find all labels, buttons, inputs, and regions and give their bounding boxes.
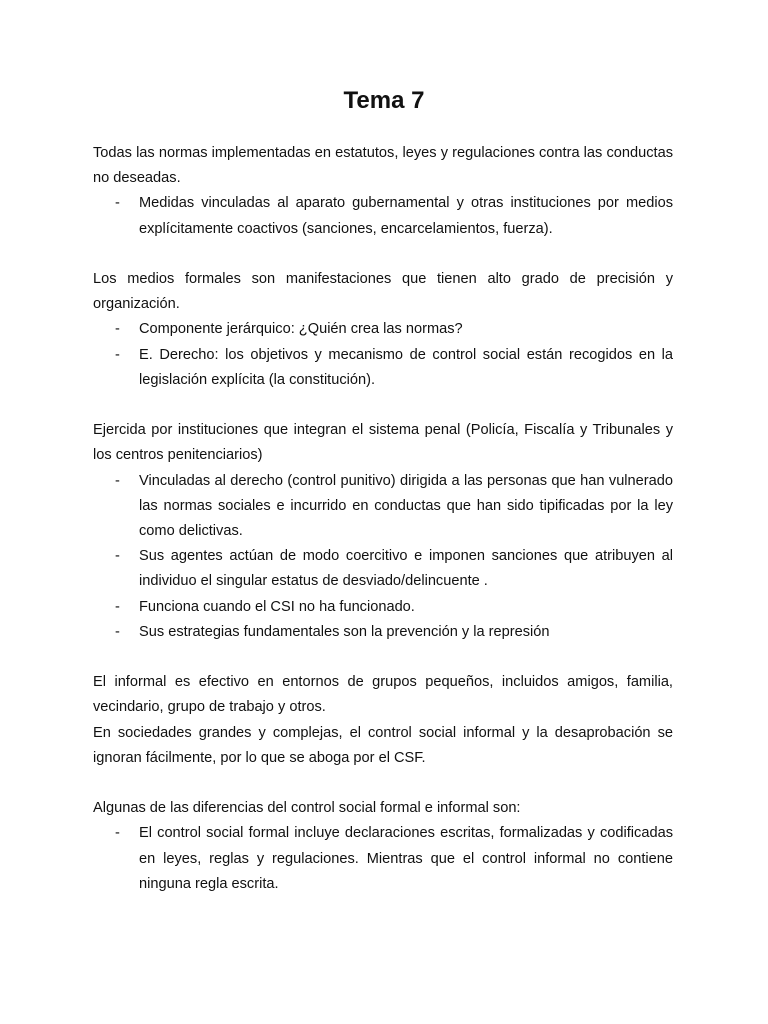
list-item bbox=[93, 544, 673, 594]
paragraph: Ejercida por instituciones que integran el sistema penal (Policía, Fiscalía y Tribunales y los centros penitenciarios) bbox=[93, 422, 673, 464]
bullet-dash: - bbox=[115, 598, 120, 615]
section bbox=[93, 141, 673, 242]
section bbox=[93, 670, 673, 771]
page-title: Tema 7 bbox=[343, 87, 425, 114]
list-item bbox=[93, 469, 673, 545]
list-item bbox=[93, 821, 673, 897]
bullet-dash: - bbox=[115, 825, 120, 842]
bullet-dash: - bbox=[115, 472, 120, 489]
list-item bbox=[93, 620, 673, 645]
list-item bbox=[93, 317, 673, 342]
bullet-dash: - bbox=[115, 346, 120, 363]
list-item bbox=[93, 343, 673, 393]
section bbox=[93, 796, 673, 897]
document-body bbox=[93, 141, 673, 897]
list-item-text: Sus estrategias fundamentales son la prevención y la represión bbox=[139, 623, 550, 640]
bullet-dash: - bbox=[115, 548, 120, 565]
list-item-text: E. Derecho: los objetivos y mecanismo de control social están recogidos en la legislación explícita (la constitución). bbox=[139, 346, 673, 388]
bullet-list bbox=[93, 191, 673, 241]
list-item-text: Funciona cuando el CSI no ha funcionado. bbox=[139, 598, 415, 615]
paragraph: En sociedades grandes y complejas, el control social informal y la desaprobación se ignoran fácilmente, por lo que se aboga por el CSF. bbox=[93, 724, 673, 766]
list-item-text: Vinculadas al derecho (control punitivo) dirigida a las personas que han vulnerado las normas sociales e incurrido en conductas que han sido tipificadas por la ley como delictivas. bbox=[139, 472, 673, 540]
section bbox=[93, 418, 673, 645]
section bbox=[93, 267, 673, 393]
paragraph: Todas las normas implementadas en estatutos, leyes y regulaciones contra las conductas no deseadas. bbox=[93, 145, 673, 187]
bullet-dash: - bbox=[115, 623, 120, 640]
bullet-dash: - bbox=[115, 321, 120, 338]
list-item bbox=[93, 191, 673, 241]
list-item-text: Componente jerárquico: ¿Quién crea las normas? bbox=[139, 321, 463, 338]
section-gap bbox=[93, 771, 673, 796]
paragraph: Los medios formales son manifestaciones que tienen alto grado de precisión y organización. bbox=[93, 271, 673, 313]
list-item bbox=[93, 595, 673, 620]
section-gap bbox=[93, 242, 673, 267]
section-gap bbox=[93, 645, 673, 670]
bullet-list bbox=[93, 469, 673, 645]
section-gap bbox=[93, 393, 673, 418]
list-item-text: Sus agentes actúan de modo coercitivo e imponen sanciones que atribuyen al individuo el singular estatus de desviado/delincuente . bbox=[139, 548, 673, 590]
list-item-text: Medidas vinculadas al aparato gubernamental y otras instituciones por medios explícitamente coactivos (sanciones, encarcelamientos, fuerza). bbox=[139, 195, 673, 237]
bullet-list bbox=[93, 821, 673, 897]
paragraph: Algunas de las diferencias del control social formal e informal son: bbox=[93, 800, 521, 817]
bullet-list bbox=[93, 317, 673, 393]
paragraph: El informal es efectivo en entornos de grupos pequeños, incluidos amigos, familia, vecindario, grupo de trabajo y otros. bbox=[93, 674, 673, 716]
bullet-dash: - bbox=[115, 195, 120, 212]
list-item-text: El control social formal incluye declaraciones escritas, formalizadas y codificadas en leyes, reglas y regulaciones. Mientras que el control informal no contiene ninguna regla escrita. bbox=[139, 825, 673, 892]
